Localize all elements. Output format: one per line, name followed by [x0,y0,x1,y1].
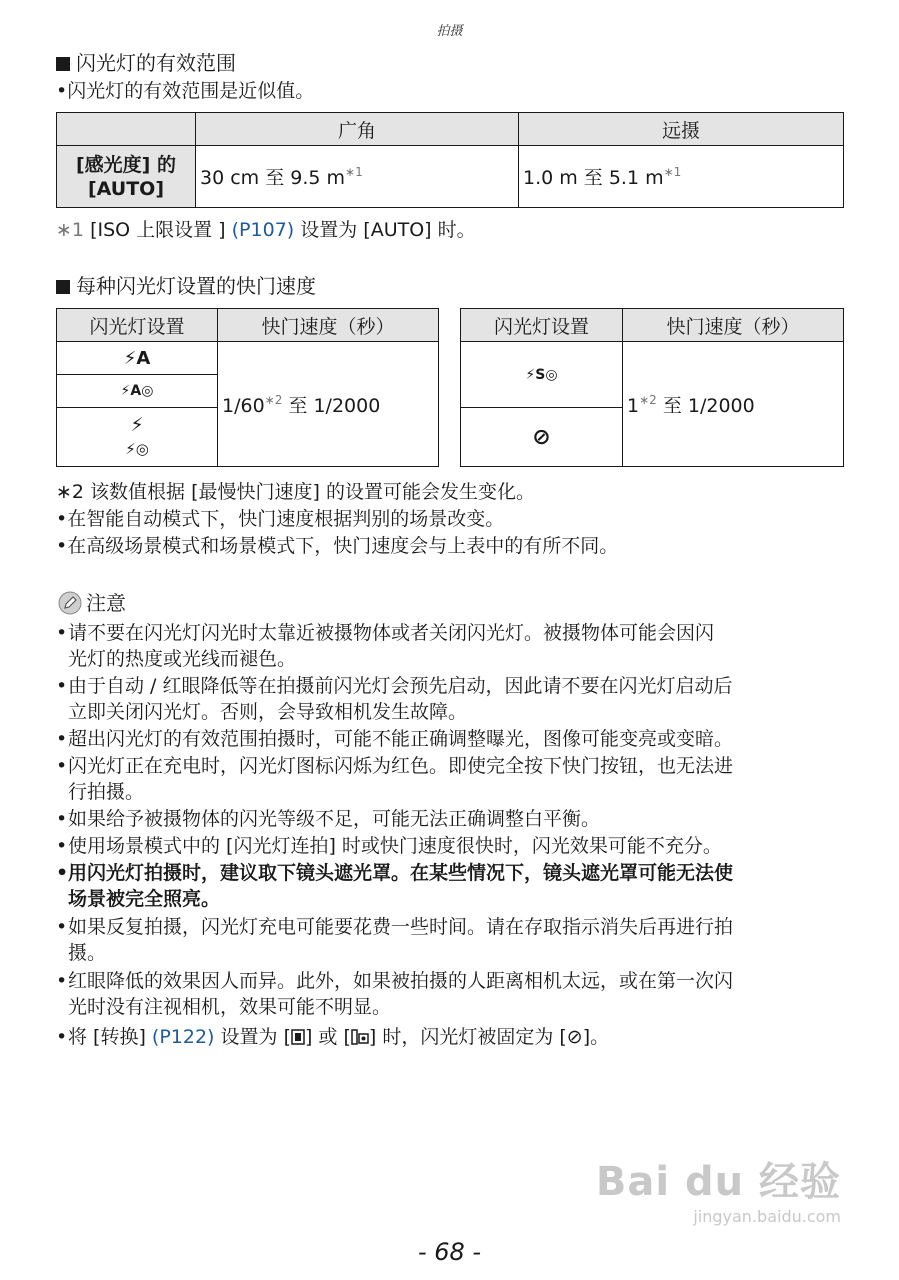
right-speed-value: 1 [627,394,640,417]
section-title-shutter [56,273,316,299]
watermark-url: jingyan.baidu.com [693,1207,841,1226]
notice-0-l1: 请不要在闪光灯闪光时太靠近被摄物体或者关闭闪光灯。被摄物体可能会因闪 [68,622,715,644]
notice-item-4: • 如果给予被摄物体的闪光等级不足，可能无法正确调整白平衡。 [56,806,846,832]
notice-item-8: • 红眼降低的效果因人而异。此外，如果被拍摄的人距离相机太远，或在第一次闪 光时没有注视相机，效果可能不明显。 [56,968,846,1020]
range-tele-cell [519,146,844,208]
left-speed-end: 至 1/2000 [288,394,381,417]
shutter-note-2: •在高级场景模式和场景模式下，快门速度会与上表中的有所不同。 [56,535,619,557]
range-col-tele: 远摄 [519,113,844,146]
left-col-speed: 快门速度（秒） [218,309,439,342]
range-wide-footnote: ∗1 [345,165,363,179]
notice-item-0: • 请不要在闪光灯闪光时太靠近被摄物体或者关闭闪光灯。被摄物体可能会因闪 光灯的热度或光线而褪色。 [56,620,846,672]
footnote-1-mark: ∗1 [56,219,85,241]
square-bullet-icon [56,57,70,71]
section-title-flash-range [56,50,236,76]
notice-item-1: • 由于自动 / 红眼降低等在拍摄前闪光灯会预先启动，因此请不要在闪光灯启动后 立即关闭闪光灯。否则，会导致相机发生故障。 [56,673,846,725]
footnote-1-post: 设置为 [AUTO] 时。 [300,219,476,241]
last-post: ] 时，闪光灯被固定为 [⊘]。 [368,1026,610,1048]
page-number: - 68 - [417,1238,482,1266]
range-wide-value: 30 cm 至 9.5 m [200,167,346,189]
flash-auto-icon: ⚡A [57,342,218,375]
left-speed-value: 1/60 [222,394,265,417]
right-col-setting: 闪光灯设置 [461,309,623,342]
row-label-line2: [AUTO] [87,177,165,200]
right-speed-end: 至 1/2000 [662,394,755,417]
pencil-note-icon [58,591,82,615]
flash-off-icon: ⊘ [461,408,623,467]
mode-icon-b [351,1028,369,1046]
section1-title-text: 闪光灯的有效范围 [76,51,236,75]
flash-slow-redeye-icon: ⚡S◎ [461,342,623,408]
notice-3-l2: 行拍摄。 [68,781,145,803]
notice-6-l1: 用闪光灯拍摄时，建议取下镜头遮光罩。在某些情况下，镜头遮光罩可能无法使 [68,862,734,884]
section1-intro: •闪光灯的有效范围是近似值。 [56,80,315,102]
flash-forced-redeye-icon: ⚡◎ [125,440,149,458]
shutter-note-0: ∗2 该数值根据 [最慢快门速度] 的设置可能会发生变化。 [56,481,535,503]
range-col-wide: 广角 [196,113,519,146]
notice-title-text: 注意 [86,591,126,615]
footnote-1-pre: [ISO 上限设置 ] [90,219,226,241]
notice-8-l2: 光时没有注视相机，效果可能不明显。 [68,996,392,1018]
flash-forced-cell [57,408,218,467]
notice-item-2: • 超出闪光灯的有效范围拍摄时，可能不能正确调整曝光，图像可能变亮或变暗。 [56,726,846,752]
left-col-setting: 闪光灯设置 [57,309,218,342]
notice-item-7: • 如果反复拍摄，闪光灯充电可能要花费一些时间。请在存取指示消失后再进行拍 摄。 [56,914,846,966]
notice-2-l1: 超出闪光灯的有效范围拍摄时，可能不能正确调整曝光，图像可能变亮或变暗。 [68,728,734,750]
last-link[interactable]: (P122) [151,1026,215,1048]
footnote-1-link[interactable]: (P107) [231,219,295,241]
footnote-1 [56,218,476,242]
range-wide-cell [196,146,519,208]
notice-1-l1: 由于自动 / 红眼降低等在拍摄前闪光灯会预先启动，因此请不要在闪光灯启动后 [68,675,733,697]
right-speed-mark: ∗2 [639,392,657,407]
notice-item-last: • 将 [转换] (P122) 设置为 [ ] 或 [ ] 时，闪光灯被固定为 [⊘]。 [56,1026,610,1048]
notice-7-l1: 如果反复拍摄，闪光灯充电可能要花费一些时间。请在存取指示消失后再进行拍 [68,916,734,938]
shutter-note-1: •在智能自动模式下，快门速度根据判别的场景改变。 [56,508,505,530]
square-bullet-icon [56,280,70,294]
notice-item-3: • 闪光灯正在充电时，闪光灯图标闪烁为红色。即使完全按下快门按钮，也无法进 行拍摄。 [56,753,846,805]
right-speed-cell [623,342,844,467]
page-header: 拍摄 [436,24,463,39]
range-tele-footnote: ∗1 [663,165,682,179]
watermark-brand: Bai du 经验 [595,1159,841,1205]
notice-5-l1: 使用场景模式中的 [闪光灯连拍] 时或快门速度很快时，闪光效果可能不充分。 [68,835,722,857]
notice-7-l2: 摄。 [68,942,107,964]
right-col-speed: 快门速度（秒） [623,309,844,342]
notice-3-l1: 闪光灯正在充电时，闪光灯图标闪烁为红色。即使完全按下快门按钮，也无法进 [68,755,734,777]
range-row-label [57,146,196,208]
notice-6-l2: 场景被完全照亮。 [68,888,221,910]
left-speed-mark: ∗2 [264,392,283,407]
range-table-corner [57,113,196,146]
left-speed-cell [218,342,439,467]
shutter-table-right [460,308,844,467]
notice-0-l2: 光灯的热度或光线而褪色。 [68,648,297,670]
range-tele-value: 1.0 m 至 5.1 m [523,167,664,189]
mode-icon-a [291,1028,305,1046]
section2-title-text: 每种闪光灯设置的快门速度 [76,274,316,298]
notice-4-l1: 如果给予被摄物体的闪光等级不足，可能无法正确调整白平衡。 [68,808,601,830]
notice-8-l1: 红眼降低的效果因人而异。此外，如果被拍摄的人距离相机太远，或在第一次闪 [68,970,734,992]
row-label-line1: [感光度] 的 [76,153,176,176]
last-mid: 设置为 [ [220,1026,291,1048]
flash-range-table [56,112,844,208]
shutter-table-left [56,308,439,467]
flash-auto-redeye-icon: ⚡A◎ [57,375,218,408]
flash-forced-icon: ⚡ [130,414,144,436]
baidu-watermark [596,1150,841,1226]
notice-title [58,590,126,616]
notice-1-l2: 立即关闭闪光灯。否则，会导致相机发生故障。 [68,701,468,723]
notice-item-5: • 使用场景模式中的 [闪光灯连拍] 时或快门速度很快时，闪光效果可能不充分。 [56,833,846,859]
last-sep: ] 或 [ [304,1026,351,1048]
notice-item-6: • 用闪光灯拍摄时，建议取下镜头遮光罩。在某些情况下，镜头遮光罩可能无法使 场景被完全照亮。 [56,860,846,912]
last-pre: 将 [转换] [68,1026,146,1048]
